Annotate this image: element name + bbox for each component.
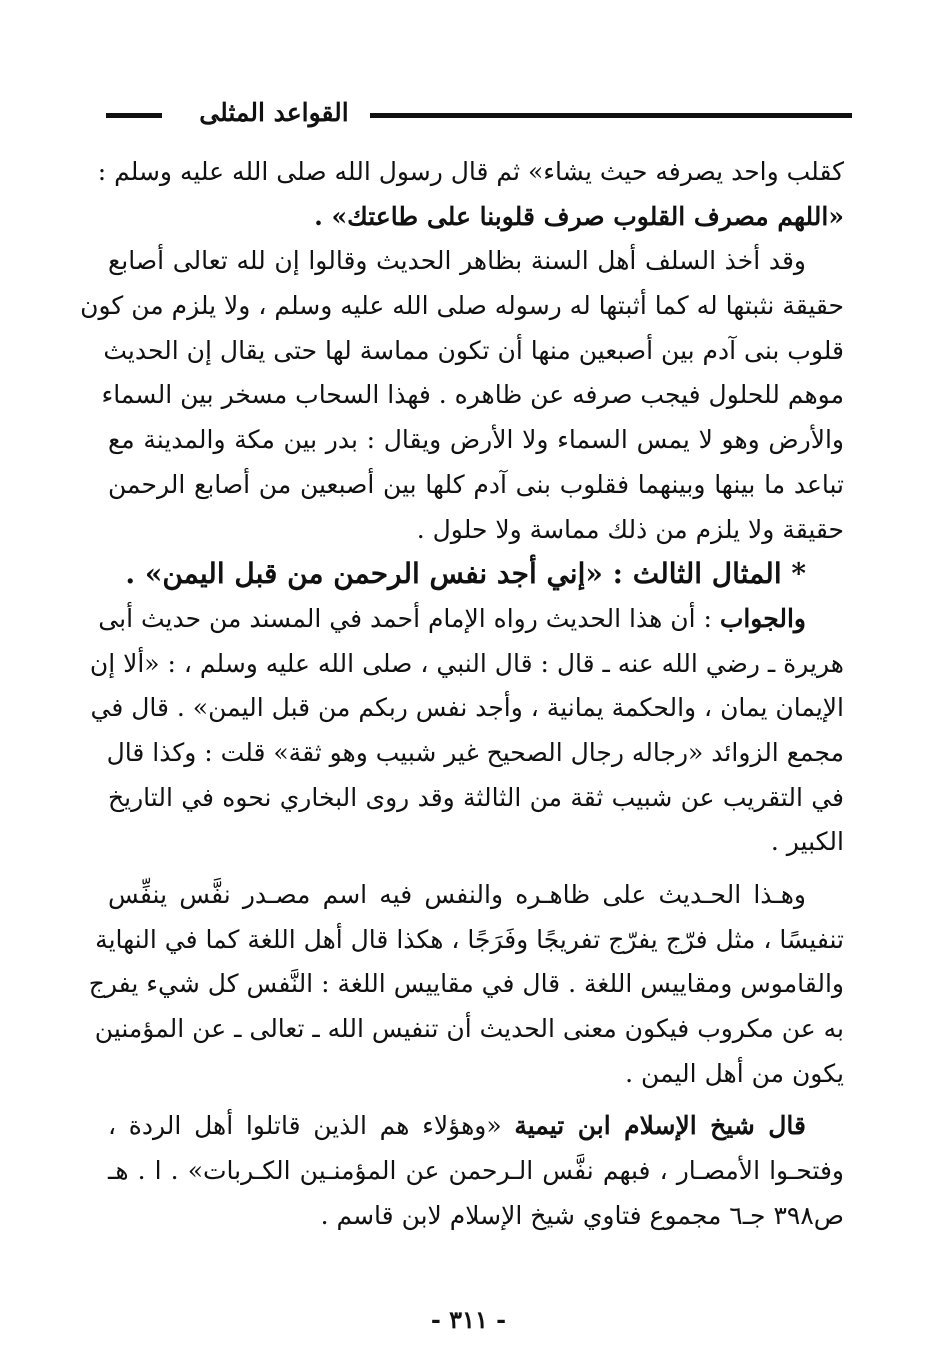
body-text — [80, 150, 844, 1239]
running-header — [100, 95, 852, 135]
text-line-answer: والجواب : أن هذا الحديث رواه الإمام أحمد في المسند من حديث أبى — [98, 603, 806, 633]
text-line: كقلب واحد يصرفه حيث يشاء» ثم قال رسول الله صلى الله عليه وسلم : — [97, 157, 844, 186]
paragraph-gap — [108, 865, 844, 873]
text-line: مجمع الزوائد «رجاله رجال الصحيح غير شبيب وهو ثقة» قلت : وكذا قال — [106, 737, 844, 767]
text-line: تنفيسًا ، مثل فرّج يفرّج تفريجًا وفَرَجًا ، هكذا قال أهل اللغة كما في النهاية — [95, 924, 844, 954]
text-line: الإيمان يمان ، والحكمة يمانية ، وأجد نفس ربكم من قبل اليمن» . قال في — [90, 693, 844, 723]
book-title: القواعد المثلى — [199, 98, 349, 127]
text-line: والأرض وهو لا يمس السماء ولا الأرض ويقال : بدر بين مكة والمدينة مع — [108, 425, 844, 455]
header-rule-left — [106, 113, 162, 118]
text-line: في التقريب عن شبيب ثقة من الثالثة وقد روى البخاري نحوه في التاريخ — [108, 782, 844, 812]
text-line: والقاموس ومقاييس اللغة . قال في مقاييس اللغة : النَّفس كل شيء يفرج — [88, 969, 844, 999]
text-line-reference: ص٣٩٨ جـ٦ مجموع فتاوي شيخ الإسلام لابن قاسم . — [320, 1200, 844, 1230]
text-line: قلوب بنى آدم بين أصبعين منها أن تكون مماسة لها حتى يقال إن الحديث — [103, 335, 844, 365]
page-number: - ٣١١ - — [430, 1305, 507, 1334]
text-line-hadith-quote: «اللهم مصرف القلوب صرف قلوبنا على طاعتك» . — [314, 201, 844, 231]
text-line: موهم للحلول فيجب صرفه عن ظاهره . فهذا السحاب مسخر بين السماء — [101, 380, 844, 410]
text-line: وهـذا الحـديث على ظاهـره والنفس فيه اسم مصـدر نفَّس ينفِّس — [108, 880, 806, 909]
text-line: يكون من أهل اليمن . — [625, 1058, 844, 1088]
paragraph-gap — [108, 1096, 844, 1104]
text-line: حقيقة ولا يلزم من ذلك مماسة ولا حلول . — [416, 514, 844, 544]
text-line-quote-ibn-taymiyya: قال شيخ الإسلام ابن تيمية «وهؤلاء هم الذين قاتلوا أهل الردة ، — [108, 1111, 806, 1141]
text-line: به عن مكروب فيكون معنى الحديث أن تنفيس الله ـ تعالى ـ عن المؤمنين — [94, 1014, 844, 1044]
section-heading: * المثال الثالث : «إني أجد نفس الرحمن من قبل اليمن» . — [125, 557, 806, 591]
text-line: الكبير . — [770, 827, 844, 857]
text-line: وفتحـوا الأمصـار ، فبهم نفَّس الـرحمن عن المؤمنـين الكـربات» . ا . هـ — [108, 1156, 844, 1186]
text-line: وقد أخذ السلف أهل السنة بظاهر الحديث وقالوا إن لله تعالى أصابع — [108, 246, 806, 276]
text-line: هريرة ـ رضي الله عنه ـ قال : قال النبي ، صلى الله عليه وسلم ، : «ألا إن — [89, 648, 844, 678]
text-line: تباعد ما بينها وبينهما فقلوب بنى آدم كلها بين أصبعين من أصابع الرحمن — [108, 469, 844, 499]
header-rule-right — [370, 113, 852, 118]
text-line: حقيقة نثبتها له كما أثبتها له رسوله صلى الله عليه وسلم ، ولا يلزم من كون — [80, 291, 844, 321]
